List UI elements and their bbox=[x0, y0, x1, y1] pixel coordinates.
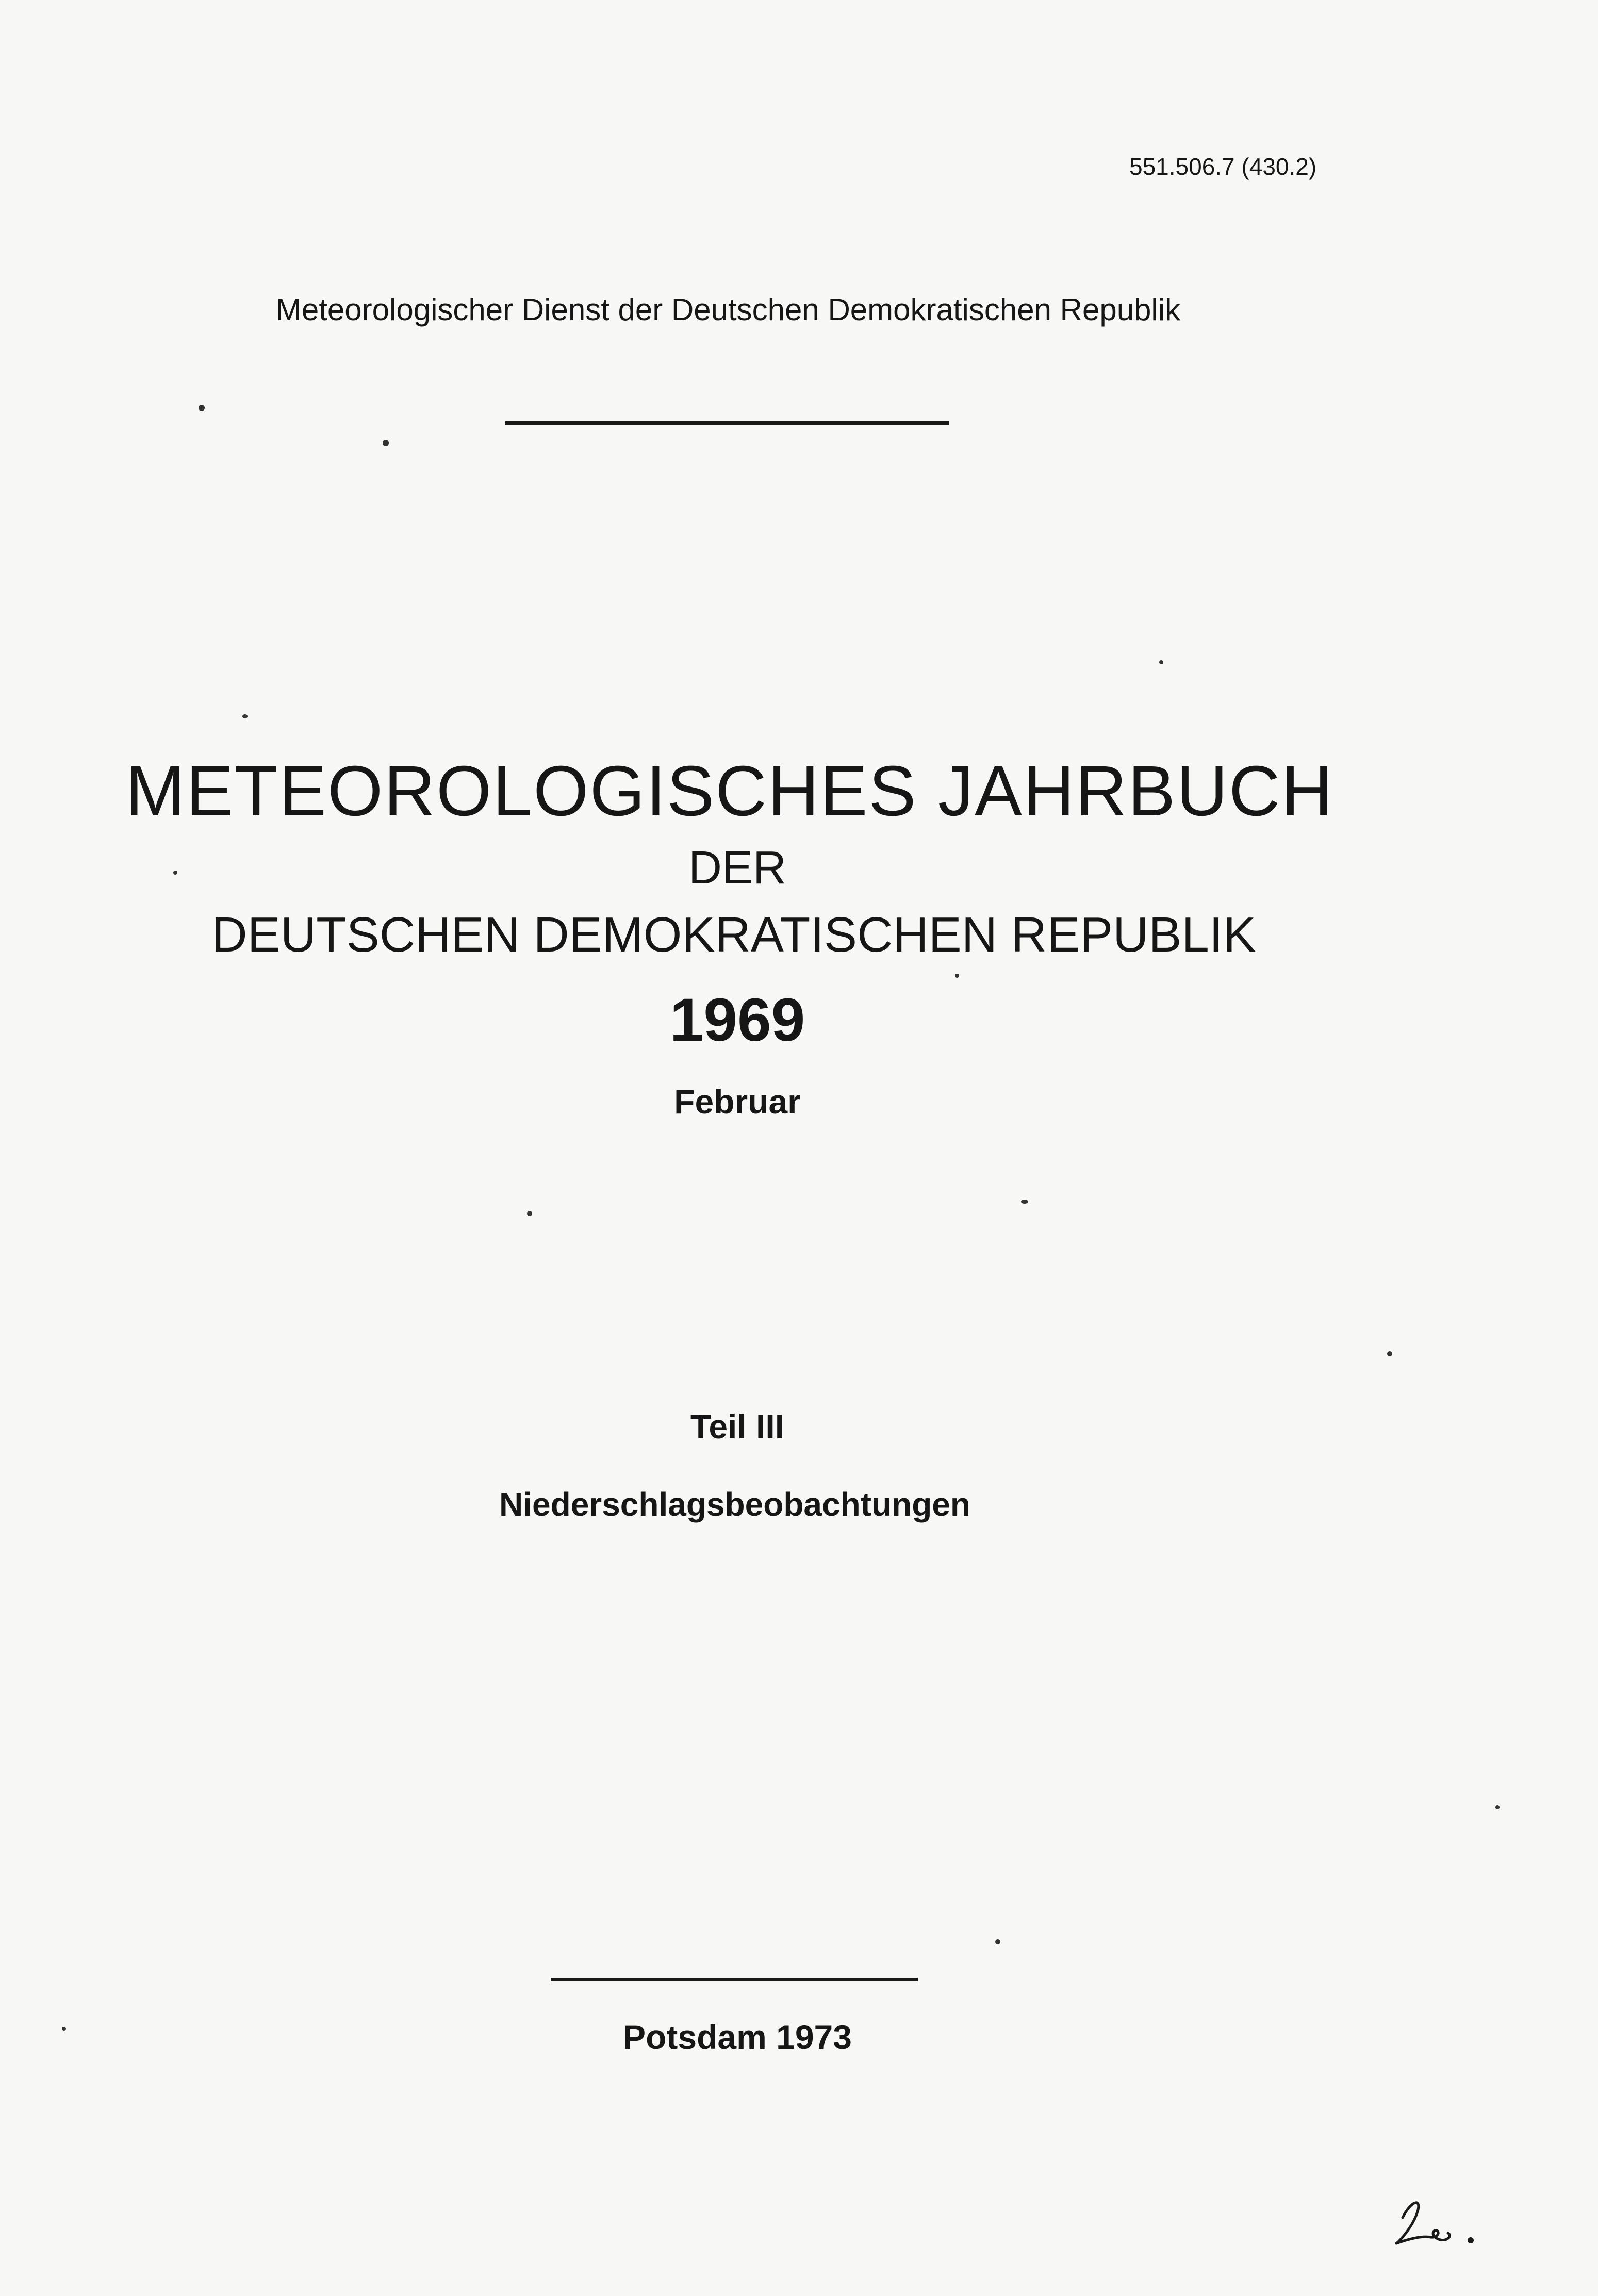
title-republic: DEUTSCHEN DEMOKRATISCHEN REPUBLIK bbox=[211, 907, 1256, 962]
scan-speck bbox=[1021, 1200, 1028, 1204]
classification-number: 551.506.7 (430.2) bbox=[1129, 153, 1317, 180]
title-der: DER bbox=[688, 842, 787, 894]
top-divider-rule bbox=[505, 421, 949, 425]
part-label: Teil III bbox=[690, 1407, 785, 1446]
publisher-line: Meteorologischer Dienst der Deutschen Demokratischen Republik bbox=[275, 292, 1181, 327]
handwritten-signature bbox=[1382, 2187, 1506, 2259]
scan-speck bbox=[242, 714, 248, 718]
scan-speck bbox=[955, 974, 959, 978]
bottom-divider-rule bbox=[551, 1978, 918, 1981]
main-title: METEOROLOGISCHES JAHRBUCH bbox=[125, 751, 1334, 831]
subject-title: Niederschlagsbeobachtungen bbox=[499, 1486, 970, 1523]
scan-speck bbox=[199, 405, 205, 411]
imprint-line: Potsdam 1973 bbox=[623, 2018, 852, 2056]
scan-speck bbox=[527, 1211, 532, 1216]
month: Februar bbox=[674, 1083, 801, 1121]
scan-speck bbox=[995, 1939, 1000, 1944]
scan-speck bbox=[383, 440, 389, 446]
scan-speck bbox=[62, 2027, 66, 2031]
scan-speck bbox=[1159, 660, 1163, 664]
scan-speck bbox=[1495, 1805, 1500, 1809]
year: 1969 bbox=[669, 986, 805, 1054]
scan-speck bbox=[1387, 1351, 1392, 1356]
scan-speck bbox=[173, 871, 177, 875]
